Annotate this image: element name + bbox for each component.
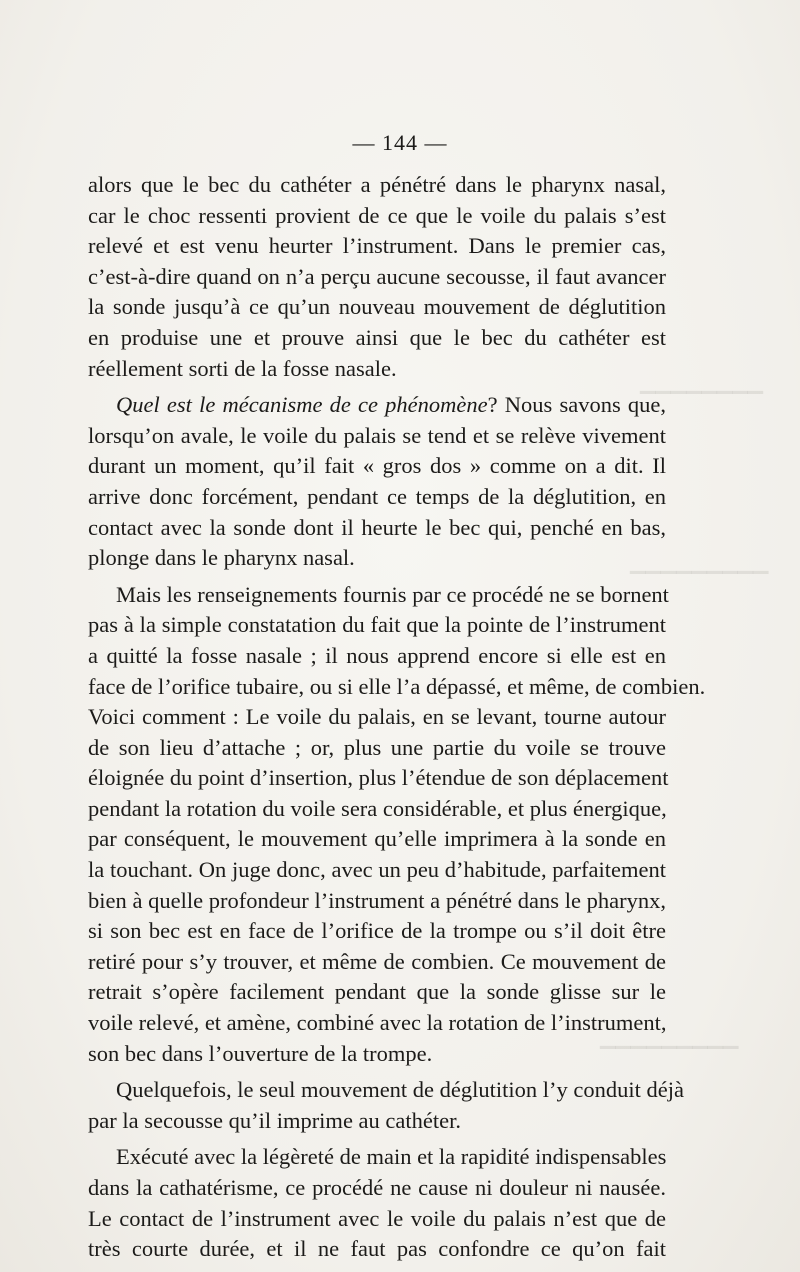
text-line: c’est-à-dire quand on n’a perçu aucune secousse, il faut avancer [88,263,666,289]
text-line: a quitté la fosse nasale ; il nous apprend encore si elle est en [88,642,666,668]
text-line: face de l’orifice tubaire, ou si elle l’a dépassé, et même, de combien. [88,673,706,699]
text-line: son bec dans l’ouverture de la trompe. [88,1040,433,1066]
text-line: réellement sorti de la fosse nasale. [88,355,397,381]
text-line: la sonde jusqu’à ce qu’un nouveau mouvement de déglutition [88,294,666,320]
paragraph-2 [88,390,666,574]
text-line: retrait s’opère facilement pendant que la sonde glisse sur le [88,979,666,1005]
text-line: Exécuté avec la légèreté de main et la rapidité indispensables [116,1144,667,1170]
page-number: — 144 — [352,130,448,155]
text-line: arrive donc forcément, pendant ce temps de la déglutition, en [88,483,666,509]
text-line: alors que le bec du cathéter a pénétré dans le pharynx nasal, [88,172,666,197]
text-line: la touchant. On juge donc, avec un peu d’habitude, parfaitement [88,857,666,883]
text-line: en produise une et prouve ainsi que le bec du cathéter est [88,324,666,350]
text-line: par conséquent, le mouvement qu’elle imprimera à la sonde en [88,826,666,852]
text-line: Voici comment : Le voile du palais, en se levant, tourne autour [88,704,666,730]
bleed-through-mark: ▁▁▁▁▁▁▁▁▁ [600,1027,739,1049]
text-line: durant un moment, qu’il fait « gros dos » comme on a dit. Il [88,453,666,479]
text-line: par la secousse qu’il imprime au cathéter. [88,1107,461,1133]
text-line: pendant la rotation du voile sera considérable, et plus énergique, [88,795,667,821]
italic-phrase: Quel est le mécanisme de ce phénomène [116,392,488,418]
text-line: car le choc ressenti provient de ce que le voile du palais s’est [88,202,666,228]
text-line: voile relevé, et amène, combiné avec la rotation de l’instrument, [88,1010,667,1036]
paragraph-4 [88,1075,684,1136]
text-segment: ? Nous savons que, [487,392,666,418]
text-line: retiré pour s’y trouver, et même de combien. Ce mouvement de [88,948,666,974]
text-line [88,390,666,421]
text-line: éloignée du point d’insertion, plus l’étendue de son déplacement [88,765,669,791]
text-line: pas à la simple constatation du fait que la pointe de l’instrument [88,612,666,638]
text-line: plonge dans le pharynx nasal. [88,545,355,571]
text-line: de son lieu d’attache ; or, plus une partie du voile se trouve [88,734,666,760]
text-line: très courte durée, et il ne faut pas confondre ce qu’on fait [88,1236,666,1262]
text-line: contact avec la sonde dont il heurte le bec qui, penché en bas, [88,514,666,540]
paragraph-1 [88,170,666,384]
text-line: Quelquefois, le seul mouvement de déglutition l’y conduit déjà [116,1077,684,1103]
text-line: lorsqu’on avale, le voile du palais se tend et se relève vivement [88,422,666,448]
text-body [88,170,706,1265]
bleed-through-mark: ▁▁▁▁▁▁▁▁ [640,372,764,394]
paragraph-5 [88,1142,666,1264]
text-line: Mais les renseignements fournis par ce procédé ne se bornent [116,581,669,607]
text-line: relevé et est venu heurter l’instrument. Dans le premier cas, [88,233,666,259]
bleed-through-mark: ▁▁▁▁▁▁▁▁▁ [630,552,769,574]
text-line: dans la cathatérisme, ce procédé ne cause ni douleur ni nausée. [88,1175,666,1200]
paragraph-3 [88,580,706,1070]
text-line: Le contact de l’instrument avec le voile du palais n’est que de [88,1205,666,1231]
text-line: bien à quelle profondeur l’instrument a pénétré dans le pharynx, [88,887,666,913]
text-line: si son bec est en face de l’orifice de la trompe ou s’il doit être [88,918,666,944]
